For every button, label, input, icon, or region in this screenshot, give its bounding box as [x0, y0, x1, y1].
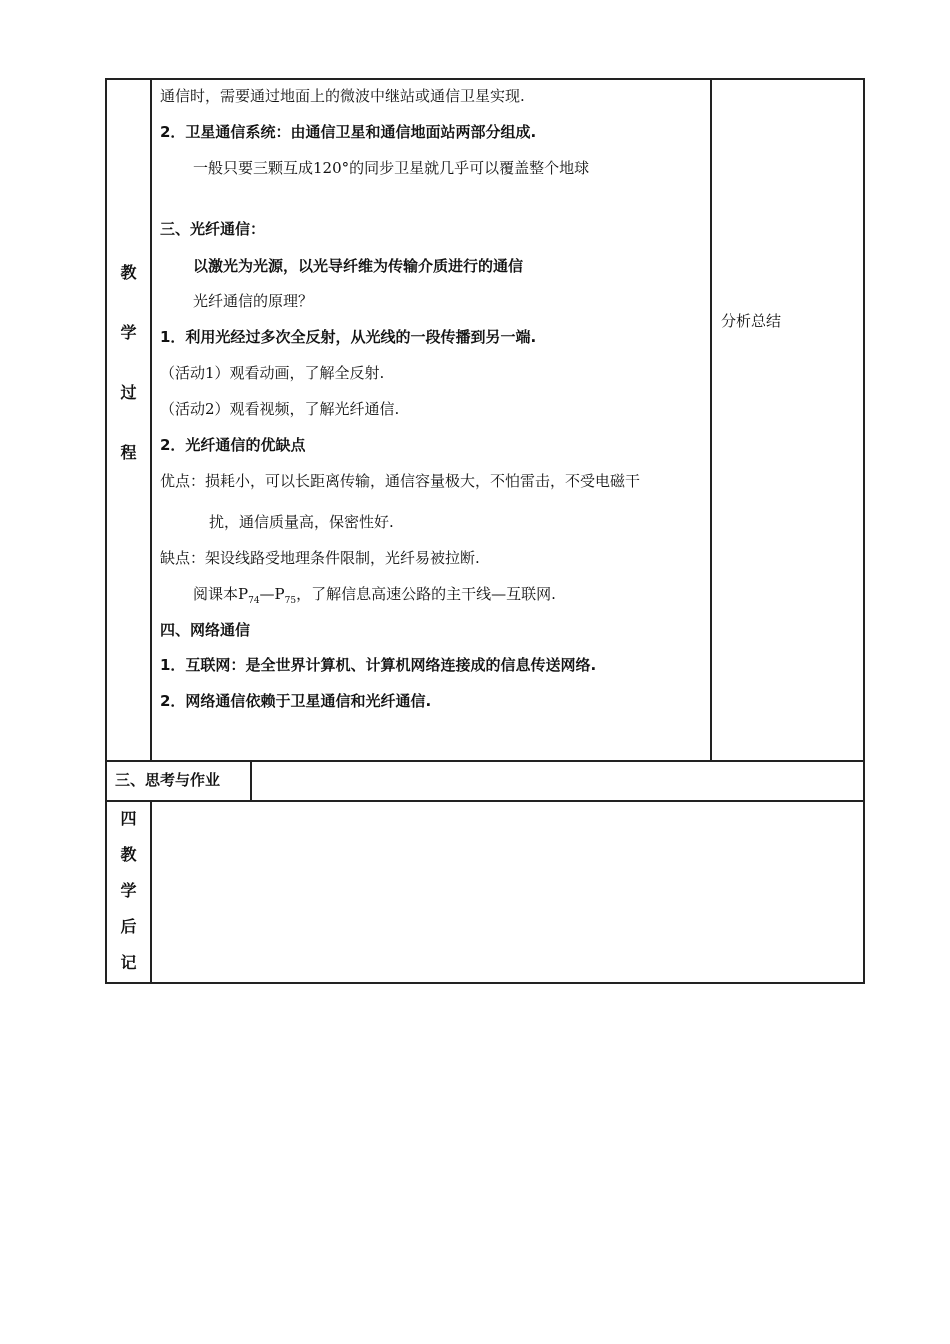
reading-text-a: 阅课本P — [193, 585, 249, 603]
content-heading: 以激光为光源，以光导纤维为传输介质进行的通信 — [193, 257, 524, 275]
content-line: 优点：损耗小，可以长距离传输，通信容量极大，不怕雷击，不受电磁干 — [160, 472, 641, 490]
reading-text-c: ，了解信息高速公路的主干线—互联网. — [296, 585, 556, 603]
content-heading: 1．利用光经过多次全反射，从光线的一段传播到另一端. — [160, 328, 537, 346]
homework-label: 三、思考与作业 — [115, 771, 221, 789]
content-heading: 2．网络通信依赖于卫星通信和光纤通信. — [160, 692, 432, 710]
postscript-label-cell — [107, 802, 152, 982]
process-label-char: 教 — [120, 263, 137, 282]
page-ref-start: 74 — [248, 596, 260, 606]
process-label-cell — [107, 80, 152, 760]
content-line: （活动2）观看视频，了解光纤通信. — [160, 400, 400, 418]
postscript-label-char: 后 — [120, 917, 137, 936]
postscript-label-char: 学 — [120, 881, 137, 900]
postscript-label-char: 教 — [120, 845, 137, 864]
analysis-note: 分析总结 — [721, 312, 782, 330]
homework-divider — [250, 762, 252, 800]
reading-text-b: —P — [259, 585, 285, 603]
content-line: 光纤通信的原理？ — [193, 292, 314, 310]
section-heading: 四、网络通信 — [160, 621, 251, 639]
content-heading: 2．卫星通信系统：由通信卫星和通信地面站两部分组成. — [160, 123, 537, 141]
process-label-char: 过 — [120, 383, 137, 402]
section-heading: 三、光纤通信： — [160, 220, 266, 238]
process-label-char: 学 — [120, 323, 137, 342]
postscript-row — [107, 802, 863, 982]
page-ref-end: 75 — [284, 596, 297, 606]
postscript-label-char: 四 — [120, 809, 137, 828]
postscript-label-char: 记 — [120, 953, 137, 972]
lesson-table — [105, 78, 865, 984]
content-line: 缺点：架设线路受地理条件限制，光纤易被拉断. — [160, 549, 480, 567]
content-line: 通信时，需要通过地面上的微波中继站或通信卫星实现. — [160, 87, 525, 105]
content-heading: 1．互联网：是全世界计算机、计算机网络连接成的信息传送网络. — [160, 656, 597, 674]
teaching-process-row — [107, 80, 863, 762]
process-label-char: 程 — [120, 443, 137, 462]
content-line: 一般只要三颗互成120°的同步卫星就几乎可以覆盖整个地球 — [193, 159, 590, 177]
homework-row — [107, 762, 863, 802]
analysis-column-divider — [710, 80, 712, 760]
content-line: （活动1）观看动画，了解全反射. — [160, 364, 385, 382]
content-heading: 2．光纤通信的优缺点 — [160, 436, 306, 454]
content-line-reading — [193, 584, 556, 611]
content-line: 扰，通信质量高，保密性好. — [209, 513, 394, 531]
